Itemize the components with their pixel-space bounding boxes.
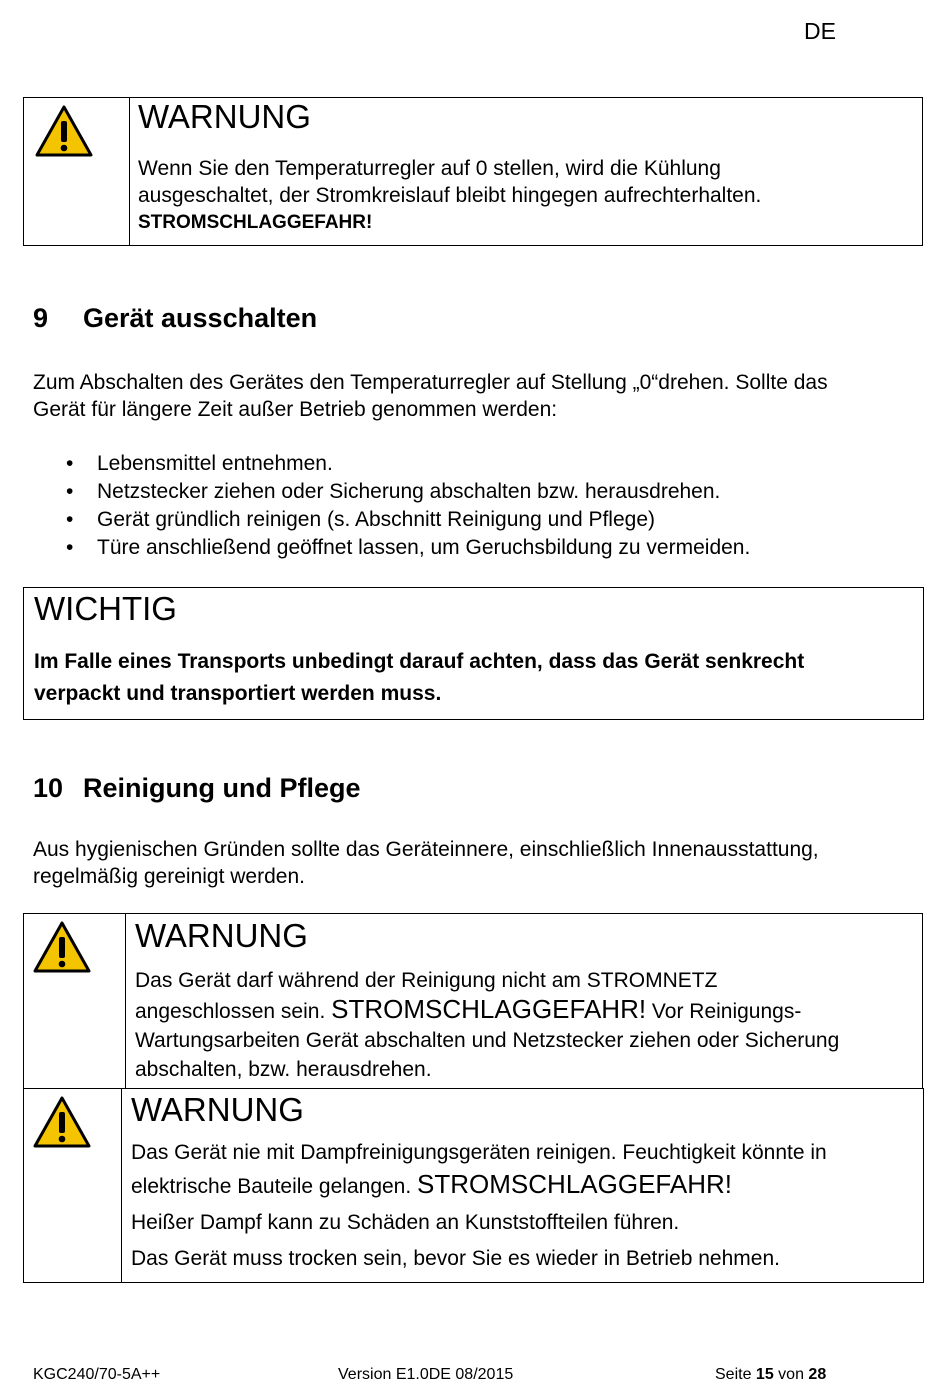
warning-triangle-icon [32, 920, 92, 974]
section-number: 10 [33, 773, 64, 803]
paragraph-line: regelmäßig gereinigt werden. [33, 865, 305, 888]
section-number: 9 [33, 303, 49, 333]
paragraph-line: Zum Abschalten des Gerätes den Temperaturregler auf Stellung „0“drehen. Sollte das [33, 371, 828, 394]
danger-label: STROMSCHLAGGEFAHR! [331, 994, 647, 1024]
warning-line: ausgeschaltet, der Stromkreislauf bleibt hingegen aufrechterhalten. [138, 184, 762, 207]
list-item-text: Netzstecker ziehen oder Sicherung abschalten bzw. herausdrehen. [97, 480, 721, 503]
page-prefix: Seite [715, 1366, 752, 1383]
warning-title: WARNUNG [135, 917, 308, 954]
list-item-text: Gerät gründlich reinigen (s. Abschnitt Reinigung und Pflege) [97, 508, 655, 531]
warning-title: WARNUNG [131, 1091, 304, 1128]
important-line: Im Falle eines Transports unbedingt darauf achten, dass das Gerät senkrecht [34, 650, 805, 673]
warning-line: abschalten, bzw. herausdrehen. [135, 1058, 432, 1081]
important-box [23, 587, 924, 720]
section-9-intro [33, 369, 828, 423]
section-title: Reinigung und Pflege [83, 773, 361, 803]
warning-text [131, 1139, 827, 1276]
shutdown-steps-list [33, 450, 913, 562]
warning-line: Das Gerät nie mit Dampfreinigungsgeräten reinigen. Feuchtigkeit könnte in [131, 1141, 827, 1164]
warning-title: WARNUNG [138, 98, 311, 135]
bullet-icon: • [66, 508, 74, 531]
warning-text [135, 966, 839, 1084]
section-10-intro [33, 836, 819, 890]
warning-box-1 [23, 97, 923, 246]
warning-icon-cell [24, 914, 126, 1088]
warning-icon-cell [24, 98, 130, 245]
bullet-icon: • [66, 452, 74, 475]
warning-line: Das Gerät muss trocken sein, bevor Sie es wieder in Betrieb nehmen. [131, 1247, 780, 1270]
page-separator: von [778, 1366, 804, 1383]
danger-label: STROMSCHLAGGEFAHR! [417, 1169, 732, 1199]
list-item [33, 478, 913, 506]
warning-line: Wenn Sie den Temperaturregler auf 0 stellen, wird die Kühlung [138, 157, 721, 180]
warning-box-2 [23, 913, 923, 1089]
warning-icon-cell [24, 1089, 122, 1282]
footer-version: Version E1.0DE 08/2015 [338, 1366, 514, 1383]
bullet-icon: • [66, 536, 74, 559]
footer-page-number [715, 1366, 826, 1384]
list-item [33, 450, 913, 478]
paragraph-line: Gerät für längere Zeit außer Betrieb genommen werden: [33, 398, 558, 421]
warning-line: Das Gerät darf während der Reinigung nicht am STROMNETZ [135, 969, 718, 992]
list-item [33, 534, 913, 562]
warning-line: Heißer Dampf kann zu Schäden an Kunststoffteilen führen. [131, 1211, 680, 1234]
important-title: WICHTIG [34, 590, 177, 627]
page-current: 15 [755, 1366, 774, 1383]
warning-line: Wartungsarbeiten Gerät abschalten und Netzstecker ziehen oder Sicherung [135, 1029, 840, 1052]
list-item-text: Lebensmittel entnehmen. [97, 452, 333, 475]
list-item-text: Türe anschließend geöffnet lassen, um Geruchsbildung zu vermeiden. [97, 536, 751, 559]
list-item [33, 506, 913, 534]
warning-triangle-icon [34, 104, 94, 158]
warning-text-segment: Vor Reinigungs- [651, 1000, 802, 1023]
warning-line [131, 1167, 827, 1204]
warning-text-segment: angeschlossen sein. [135, 1000, 326, 1023]
important-line: verpackt und transportiert werden muss. [34, 682, 442, 705]
paragraph-line: Aus hygienischen Gründen sollte das Geräteinnere, einschließlich Innenausstattung, [33, 838, 819, 861]
warning-text [138, 155, 761, 236]
warning-box-3 [23, 1088, 924, 1283]
footer-model: KGC240/70-5A++ [33, 1366, 161, 1383]
section-heading-9 [33, 303, 317, 334]
important-text [34, 646, 804, 710]
warning-triangle-icon [32, 1095, 92, 1149]
warning-line [135, 995, 839, 1026]
warning-text-segment: elektrische Bauteile gelangen. [131, 1175, 412, 1198]
language-code: DE [804, 18, 836, 44]
page-total: 28 [808, 1366, 827, 1383]
section-title: Gerät ausschalten [83, 303, 318, 333]
section-heading-10 [33, 773, 361, 804]
bullet-icon: • [66, 480, 74, 503]
danger-label: STROMSCHLAGGEFAHR! [138, 212, 373, 233]
